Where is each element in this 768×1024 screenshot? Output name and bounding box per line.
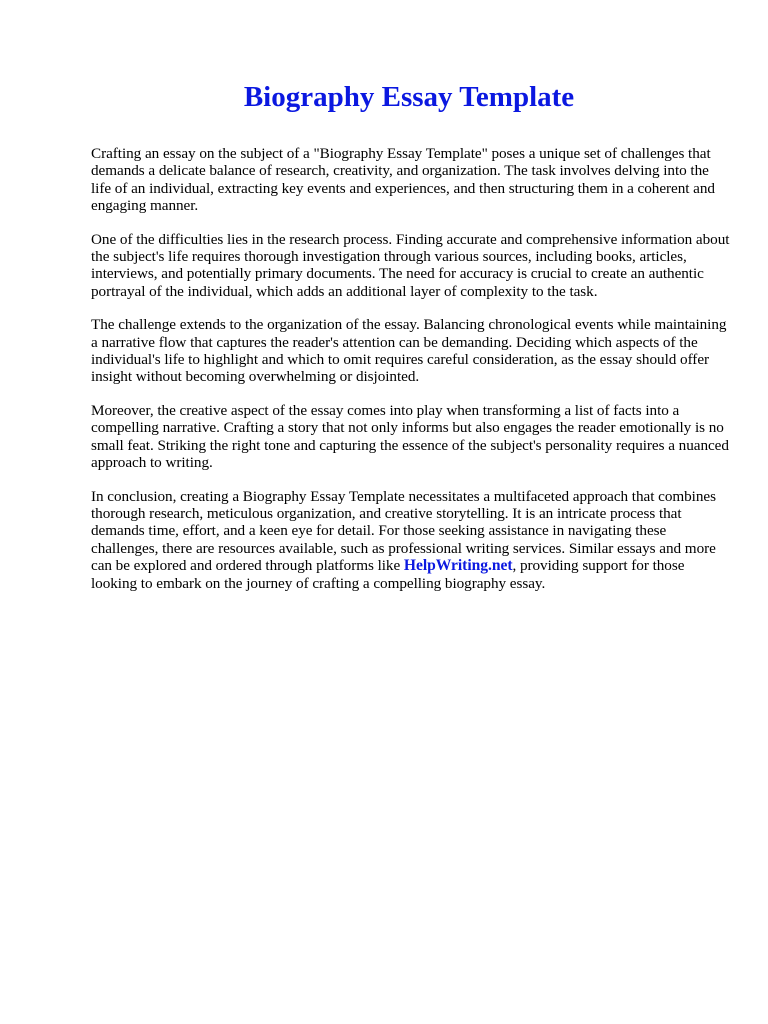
paragraph-organization: The challenge extends to the organization of the essay. Balancing chronological events while maintaining a narrative flow that captures the reader's attention can be demanding. Deciding which aspects of the individual's life to highlight and which to omit requires careful consideration, as the essay should offer insight without becoming overwhelming or disjointed.	[91, 316, 727, 386]
document-body	[91, 145, 731, 608]
paragraph-creative: Moreover, the creative aspect of the essay comes into play when transforming a list of facts into a compelling narrative. Crafting a story that not only informs but also engages the reader emotionally is no small feat. Striking the right tone and capturing the essence of the subject's personality requires a nuanced approach to writing.	[91, 401, 729, 472]
conclusion-text-after-link: , providing support for those looking to embark on the journey of crafting a compelling biography essay.	[91, 557, 685, 592]
paragraph-research: One of the difficulties lies in the research process. Finding accurate and comprehensive information about the subject's life requires thorough investigation through various sources, including books, articles, interviews, and potentially primary documents. The need for accuracy is crucial to create an authentic portrayal of the individual, which adds an additional layer of complexity to the task.	[91, 230, 730, 300]
paragraph-conclusion	[91, 488, 731, 592]
document-title: Biography Essay Template	[243, 81, 575, 113]
helpwriting-link[interactable]: HelpWriting.net	[403, 557, 513, 575]
paragraph-intro: Crafting an essay on the subject of a "Biography Essay Template" poses a unique set of challenges that demands a delicate balance of research, creativity, and organization. The task involves delving into the life of an individual, extracting key events and experiences, and then structuring them in a coherent and engaging manner.	[91, 145, 715, 215]
conclusion-text-before-link: In conclusion, creating a Biography Essay Template necessitates a multifaceted approach that combines thorough research, meticulous organization, and creative storytelling. It is an intricate process that demands time, effort, and a keen eye for detail. For those seeking assistance in navigating these challenges, there are resources available, such as professional writing services. Similar essays and more can be explored and ordered through platforms like	[91, 487, 716, 575]
